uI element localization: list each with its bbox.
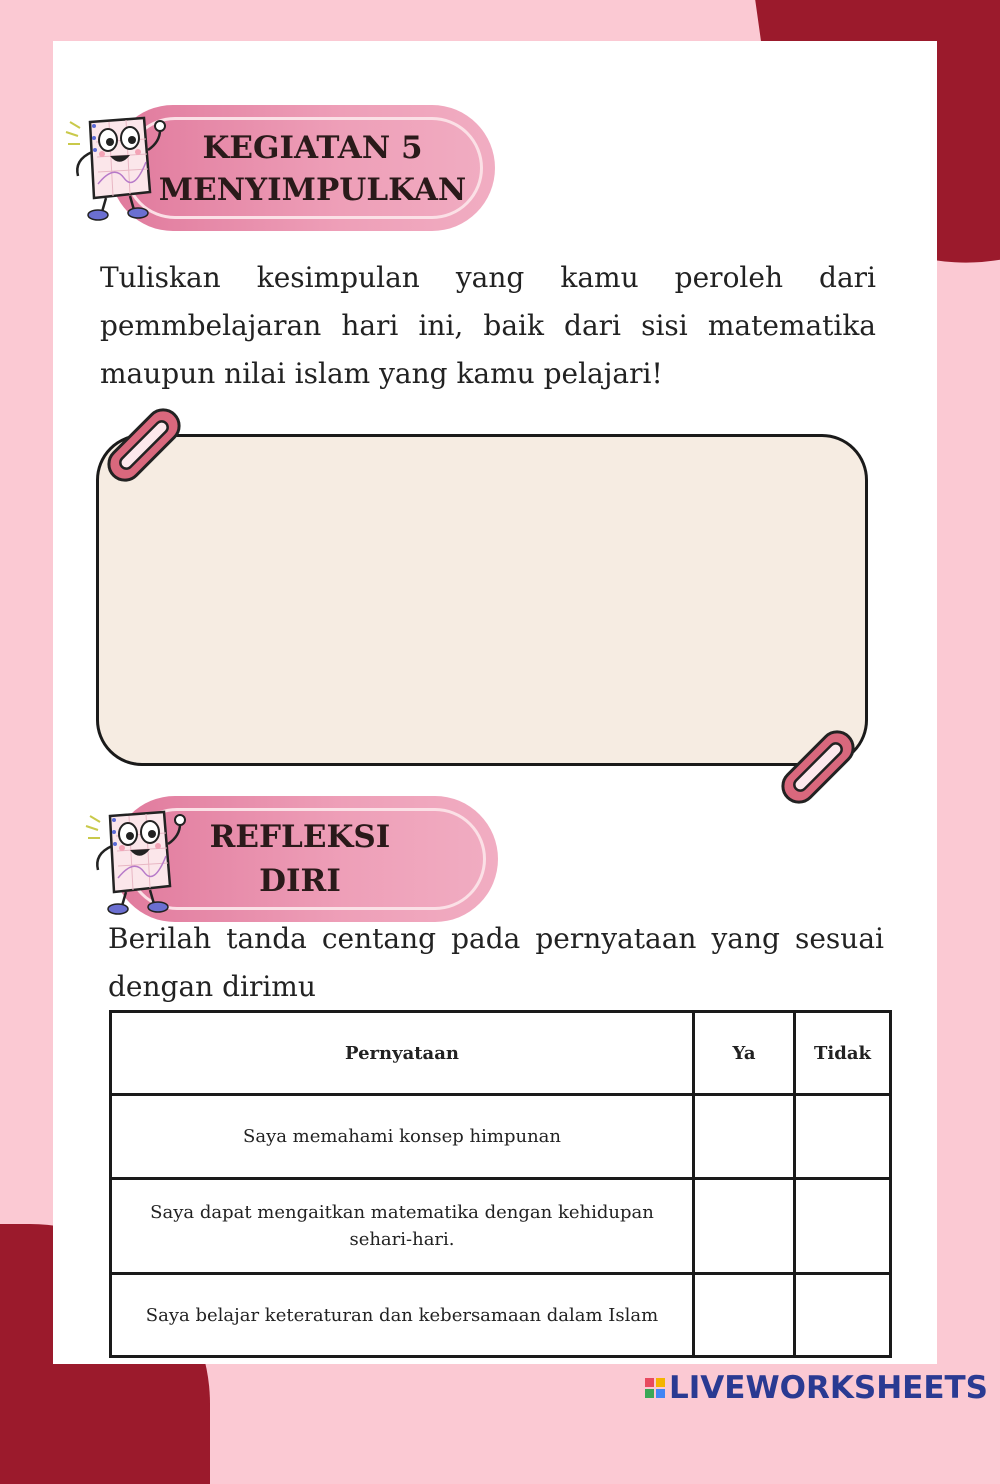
- table-row: [111, 1095, 891, 1179]
- paper-clip-icon: [104, 404, 184, 486]
- banner-title-line1: KEGIATAN 5: [202, 130, 423, 166]
- banner-title-line2: DIRI: [259, 863, 341, 899]
- statement-cell: Saya memahami konsep himpunan: [111, 1095, 694, 1179]
- header-tidak: Tidak: [795, 1012, 891, 1095]
- checkbox-tidak-cell[interactable]: [795, 1179, 891, 1274]
- refleksi-table: [109, 1010, 892, 1358]
- checkbox-tidak-cell[interactable]: [795, 1274, 891, 1357]
- table-row: [111, 1179, 891, 1274]
- refleksi-instruction: Berilah tanda centang pada pernyataan yang sesuai dengan dirimu: [108, 922, 884, 1003]
- banner-title-line2: MENYIMPULKAN: [158, 172, 467, 208]
- kegiatan-instruction: Tuliskan kesimpulan yang kamu peroleh dari pemmbelajaran hari ini, baik dari sisi matematika maupun nilai islam yang kamu pelajari!: [100, 261, 876, 390]
- mascot-icon: [84, 806, 194, 918]
- checkbox-ya-cell[interactable]: [694, 1274, 795, 1357]
- mascot-icon: [64, 112, 174, 224]
- liveworksheets-logo-icon: [645, 1378, 665, 1398]
- watermark-text: LIVEWORKSHEETS: [669, 1370, 988, 1406]
- statement-cell: Saya belajar keteraturan dan kebersamaan dalam Islam: [111, 1274, 694, 1357]
- statement-cell: Saya dapat mengaitkan matematika dengan kehidupan sehari-hari.: [111, 1179, 694, 1274]
- kesimpulan-answer-box[interactable]: [96, 434, 868, 766]
- table-header-row: [111, 1012, 891, 1095]
- header-ya: Ya: [694, 1012, 795, 1095]
- paper-clip-icon: [778, 726, 858, 808]
- checkbox-ya-cell[interactable]: [694, 1095, 795, 1179]
- checkbox-tidak-cell[interactable]: [795, 1095, 891, 1179]
- liveworksheets-logo: [645, 1370, 988, 1406]
- checkbox-ya-cell[interactable]: [694, 1179, 795, 1274]
- header-pernyataan: Pernyataan: [111, 1012, 694, 1095]
- table-row: [111, 1274, 891, 1357]
- banner-title-line1: REFLEKSI: [209, 819, 391, 855]
